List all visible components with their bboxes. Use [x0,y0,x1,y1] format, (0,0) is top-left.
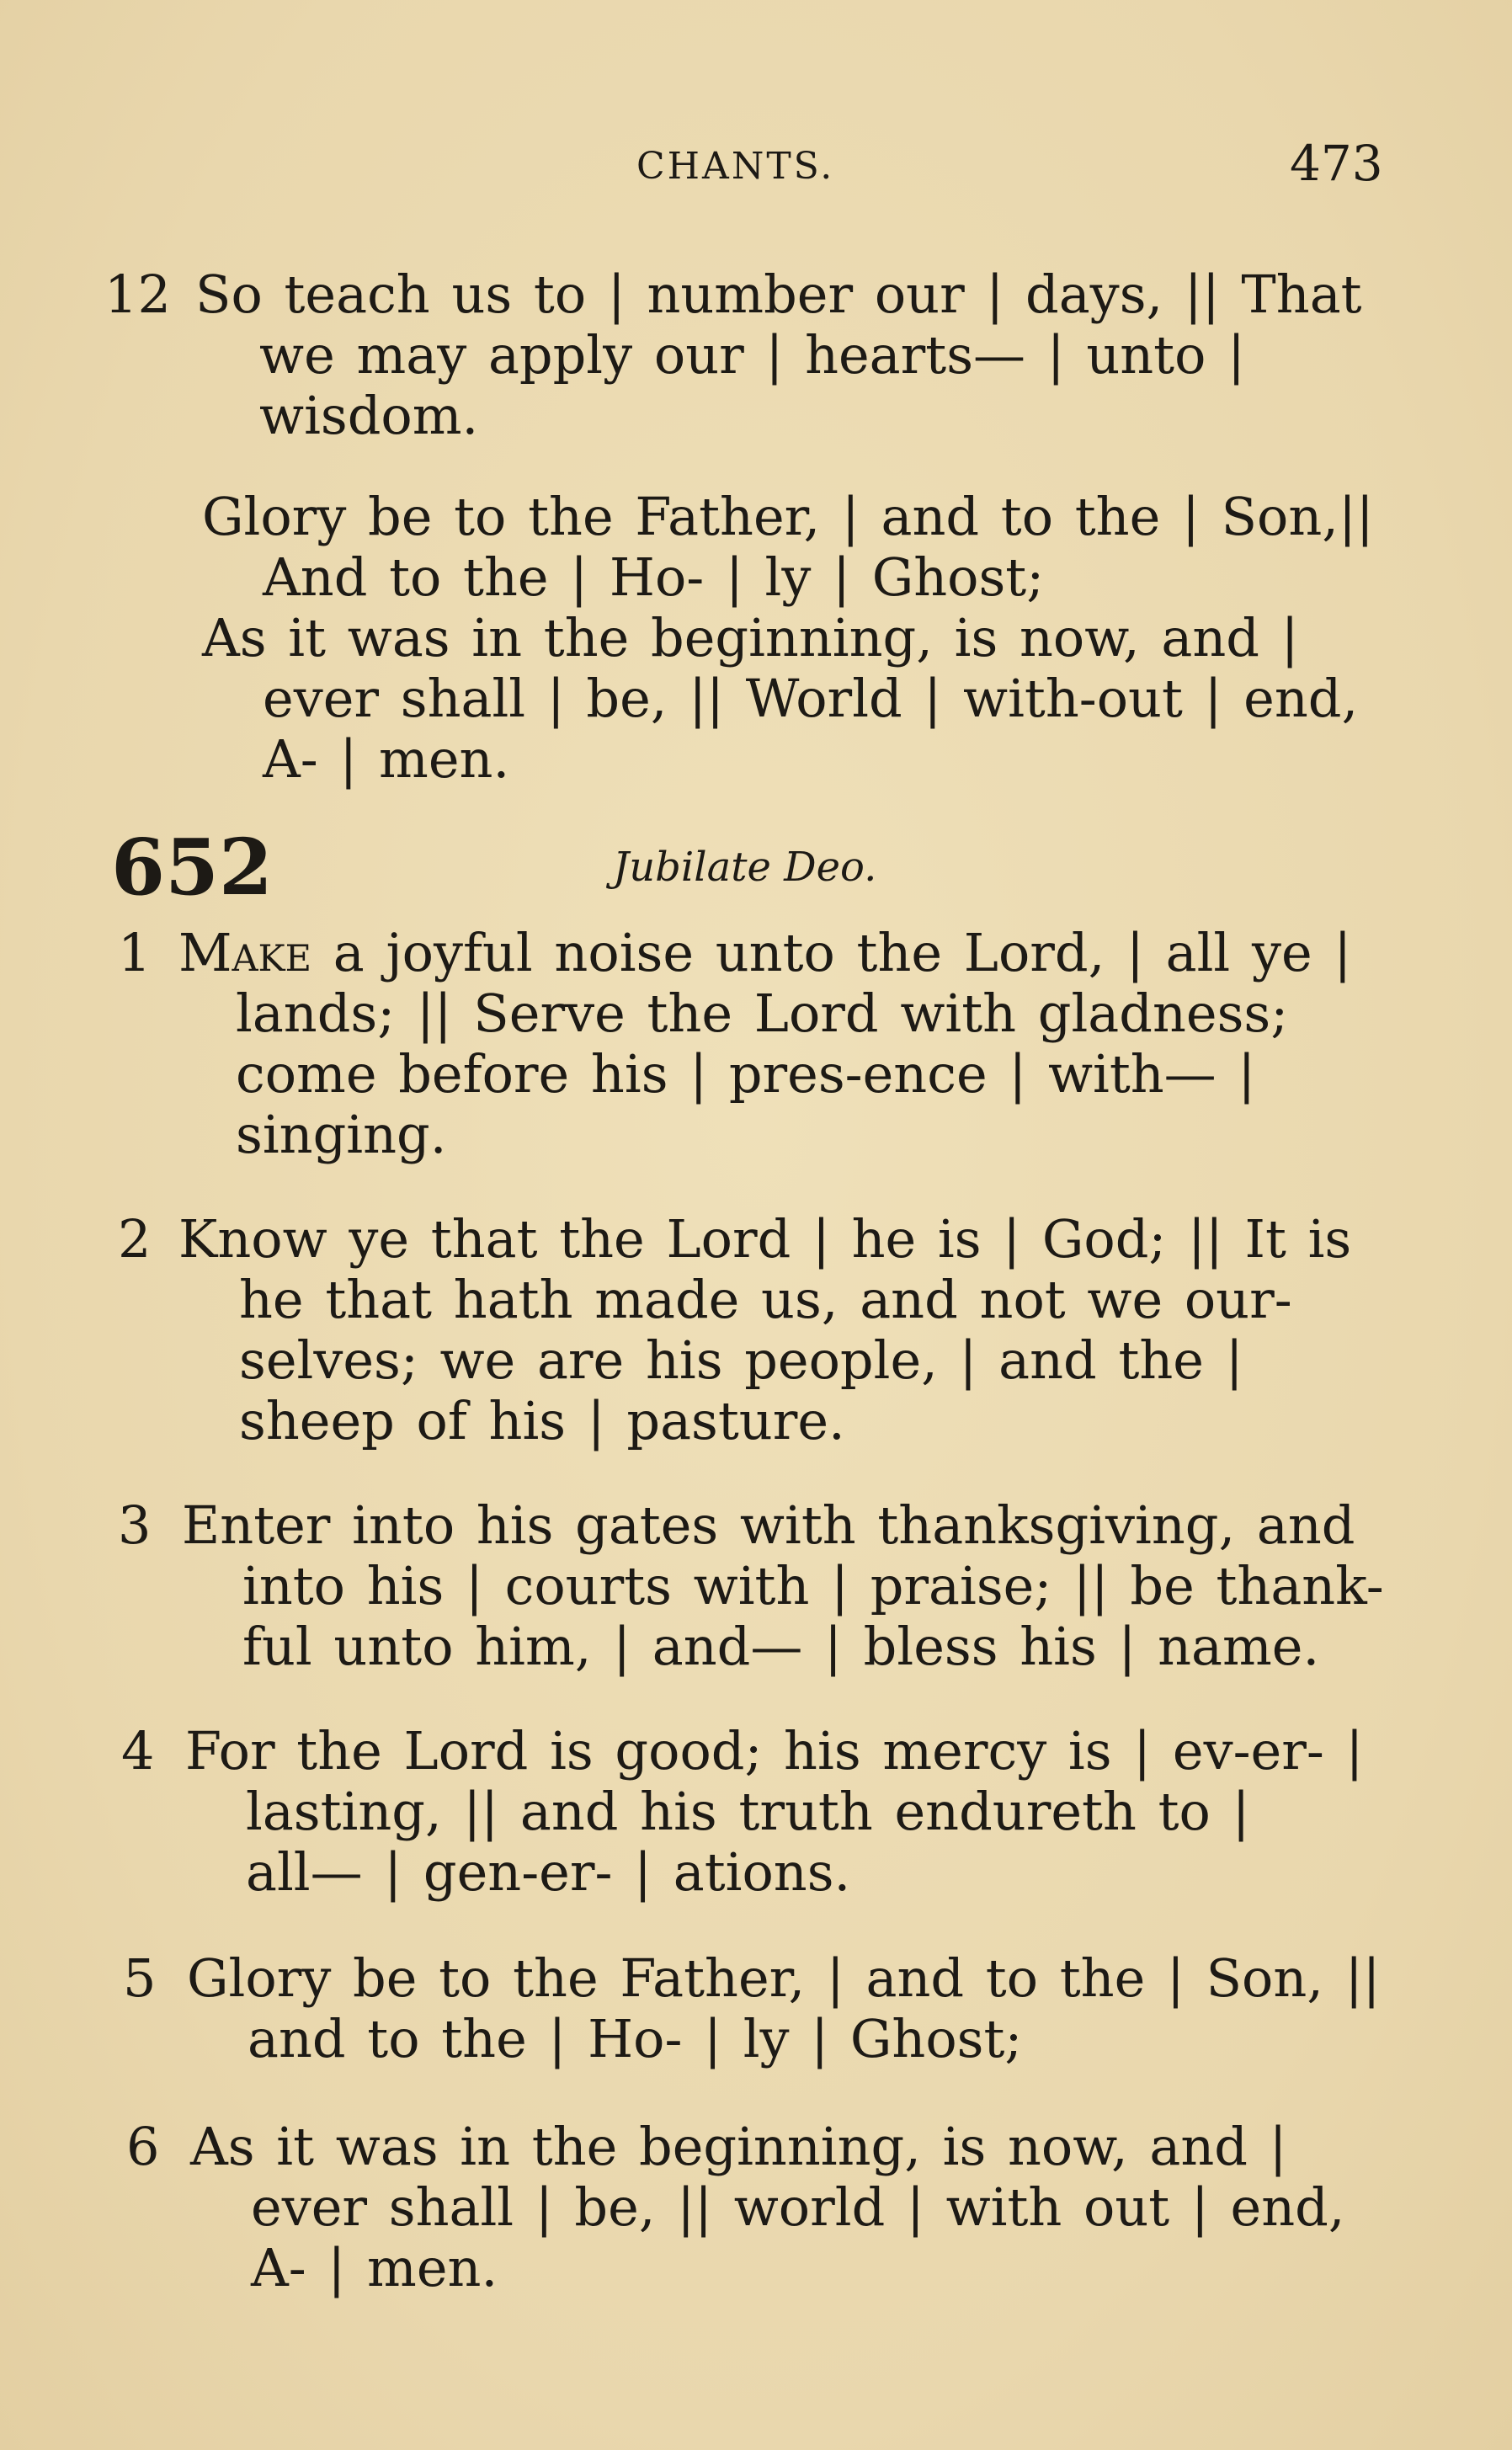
verse-line: we may apply our | hearts— | unto | [259,324,1246,386]
verse-line: he that hath made us, and not we our- [239,1269,1292,1330]
verse-line [178,923,1351,983]
verse-number: 2 [118,1208,152,1270]
verse-number: 3 [118,1494,152,1556]
verse-line: and to the | Ho- | ly | Ghost; [248,2008,1023,2069]
verse-first-line-rest: a joyful noise unto the Lord, | all ye | [311,922,1352,983]
verse-line: Enter into his gates with thanksgiving, and [182,1494,1355,1556]
verse-line: For the Lord is good; his mercy is | ev-er- | [185,1720,1364,1782]
verse-line: sheep of his | pasture. [239,1390,845,1451]
doxology-line: A- | men. [263,728,510,790]
verse-line: singing. [236,1104,447,1165]
verse-number: 5 [123,1947,157,2009]
verse-line: Glory be to the Father, | and to the | Son, || [187,1947,1381,2009]
verse-line: wisdom. [259,385,479,446]
doxology-line: ever shall | be, || World | with-out | end, [263,668,1359,729]
doxology-line: As it was in the beginning, is now, and | [202,607,1299,668]
verse-number: 6 [126,2116,160,2177]
verse-line: ful unto him, | and— | bless his | name. [242,1616,1320,1677]
verse-line: Know ye that the Lord | he is | God; || It is [178,1208,1352,1270]
verse-line: A- | men. [251,2237,498,2298]
verse-line: come before his | pres-ence | with— | [236,1043,1256,1105]
verse-number: 4 [121,1720,155,1782]
doxology-line: And to the | Ho- | ly | Ghost; [263,546,1045,608]
verse-line: lasting, || and his truth endureth to | [246,1781,1250,1842]
verse-line: all— | gen-er- | ations. [246,1841,851,1903]
verse-line: selves; we are his people, | and the | [239,1329,1243,1391]
verse-line: ever shall | be, || world | with out | end, [251,2176,1345,2238]
verse-line: As it was in the beginning, is now, and | [190,2116,1287,2177]
verse-number: 12 [104,264,171,325]
running-head: CHANTS. [636,145,835,188]
hymn-number: 652 [111,822,274,913]
hymn-title: Jubilate Deo. [613,844,877,891]
verse-line: So teach us to | number our | days, || That [195,264,1362,325]
doxology-line: Glory be to the Father, | and to the | Son,|| [202,486,1374,547]
verse-line: lands; || Serve the Lord with gladness; [236,983,1289,1044]
verse-number: 1 [118,922,152,983]
page-number: 473 [1290,135,1383,192]
verse-line: into his | courts with | praise; || be thank- [242,1555,1384,1616]
verse-initial-word: Make [178,922,312,983]
